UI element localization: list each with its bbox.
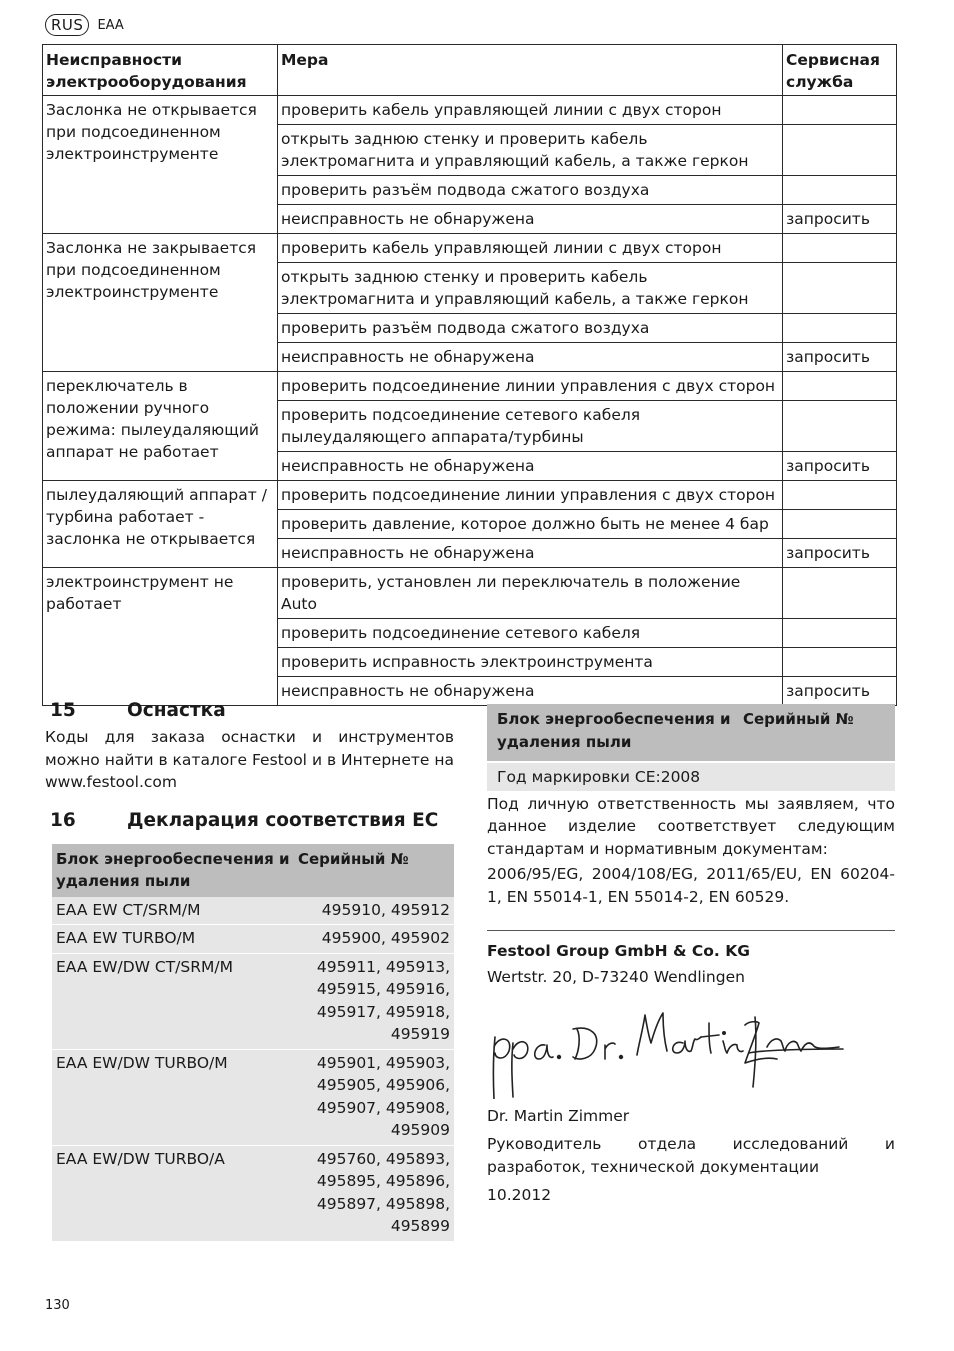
- unit-name-cell: EAA EW/DW TURBO/A: [52, 1145, 294, 1241]
- action-cell: проверить давление, которое должно быть не менее 4 бар: [278, 510, 783, 539]
- fault-cell: пылеудаляющий аппарат / турбина работает - заслонка не открывается: [43, 481, 278, 568]
- action-cell: неисправность не обнаружена: [278, 343, 783, 372]
- serial-line: 495895, 495896,: [316, 1172, 450, 1190]
- unit-name-cell: EAA EW/DW TURBO/M: [52, 1049, 294, 1145]
- serial-cell: [294, 953, 454, 1049]
- section-16-heading: [45, 808, 454, 834]
- action-cell: проверить, установлен ли переключатель в положение Auto: [278, 568, 783, 619]
- fault-cell: Заслонка не открывается при подсоединенном электроинструменте: [43, 96, 278, 234]
- section-16-title: Декларация соответствия ЕС: [127, 809, 439, 831]
- declaration-date: 10.2012: [487, 1186, 552, 1204]
- table-row: [43, 568, 897, 619]
- action-cell: проверить разъём подвода сжатого воздуха: [278, 314, 783, 343]
- serial-line: 495905, 495906,: [316, 1076, 450, 1094]
- left-column: [45, 698, 454, 1242]
- serial-line: 495760, 495893,: [316, 1149, 450, 1168]
- divider: [487, 930, 895, 931]
- header-fault: Неисправности электрооборудования: [43, 45, 278, 96]
- page-header: [45, 12, 124, 38]
- unit-name-cell: EAA EW CT/SRM/M: [52, 897, 294, 925]
- action-cell: проверить кабель управляющей линии с двух сторон: [278, 234, 783, 263]
- table-row: [43, 96, 897, 125]
- signature: [487, 1007, 895, 1099]
- serial-line: 495900, 495902: [321, 929, 450, 947]
- serial-cell: [294, 925, 454, 954]
- ce-year: Год маркировки CE:2008: [487, 763, 895, 791]
- ce-header-number: Серийный №: [743, 710, 854, 728]
- service-cell: [783, 568, 897, 619]
- service-cell: запросить: [783, 205, 897, 234]
- action-cell: открыть заднюю стенку и проверить кабель электромагнита и управляющий кабель, а также геркон: [278, 263, 783, 314]
- declaration-standards: 2006/95/EG, 2004/108/EG, 2011/65/EU, EN 60204-1, EN 55014-1, EN 55014-2, EN 60529.: [487, 865, 895, 906]
- serial-line: 495910, 495912: [321, 900, 450, 919]
- action-cell: проверить подсоединение линии управления с двух сторон: [278, 372, 783, 401]
- serial-number-table: [52, 844, 454, 1242]
- action-cell: неисправность не обнаружена: [278, 205, 783, 234]
- ce-box-header: [487, 704, 895, 761]
- section-16-number: 16: [50, 809, 76, 831]
- serial-line: 495911, 495913,: [316, 957, 450, 976]
- signature-image: [487, 1007, 847, 1099]
- unit-name-cell: EAA EW TURBO/M: [52, 925, 294, 954]
- header-service: Сервисная служба: [783, 45, 897, 96]
- serial-line: 495915, 495916,: [316, 980, 450, 998]
- table-row: [43, 372, 897, 401]
- serial-cell: [294, 1145, 454, 1241]
- service-cell: [783, 372, 897, 401]
- table-header-row: [43, 45, 897, 96]
- service-cell: [783, 481, 897, 510]
- table-row: [52, 1145, 454, 1241]
- fault-cell: электроинструмент не работает: [43, 568, 278, 706]
- section-15-heading: [45, 698, 454, 724]
- service-cell: запросить: [783, 343, 897, 372]
- header-action: Мера: [278, 45, 783, 96]
- action-cell: открыть заднюю стенку и проверить кабель электромагнита и управляющий кабель, а также геркон: [278, 125, 783, 176]
- table-row: [52, 1049, 454, 1145]
- serial-cell: [294, 897, 454, 925]
- serial-line: 495901, 495903,: [316, 1053, 450, 1072]
- service-cell: запросить: [783, 452, 897, 481]
- action-cell: неисправность не обнаружена: [278, 677, 783, 706]
- table-row: [43, 234, 897, 263]
- action-cell: проверить подсоединение сетевого кабеля пылеудаляющего аппарата/турбины: [278, 401, 783, 452]
- fault-cell: Заслонка не закрывается при подсоединенном электроинструменте: [43, 234, 278, 372]
- serial-header-row: [52, 844, 454, 897]
- action-cell: неисправность не обнаружена: [278, 539, 783, 568]
- service-cell: запросить: [783, 539, 897, 568]
- service-cell: [783, 510, 897, 539]
- serial-number-body: [52, 897, 454, 1242]
- action-cell: проверить разъём подвода сжатого воздуха: [278, 176, 783, 205]
- service-cell: [783, 176, 897, 205]
- serial-line: 495899: [390, 1217, 450, 1235]
- table-row: [43, 481, 897, 510]
- right-column: [487, 704, 895, 1207]
- troubleshooting-table: [42, 44, 897, 706]
- service-cell: [783, 314, 897, 343]
- action-cell: проверить исправность электроинструмента: [278, 648, 783, 677]
- section-15-number: 15: [50, 700, 76, 721]
- company-address: Wertstr. 20, D-73240 Wendlingen: [487, 968, 745, 986]
- page-number: 130: [45, 1298, 70, 1313]
- action-cell: неисправность не обнаружена: [278, 452, 783, 481]
- signer-name: Dr. Martin Zimmer: [487, 1106, 630, 1125]
- service-cell: [783, 96, 897, 125]
- fault-cell: переключатель в положении ручного режима: пылеудаляющий аппарат не работает: [43, 372, 278, 481]
- language-badge: RUS: [45, 14, 89, 36]
- table-row: [52, 953, 454, 1049]
- serial-line: 495907, 495908,: [316, 1098, 450, 1117]
- document-code: EAA: [97, 17, 124, 33]
- ce-box: [487, 704, 895, 791]
- service-cell: [783, 648, 897, 677]
- serial-line: 495919: [390, 1025, 450, 1043]
- table-row: [52, 897, 454, 925]
- serial-header-unit: Блок энергообеспечения и удаления пыли: [52, 844, 294, 897]
- service-cell: [783, 263, 897, 314]
- declaration-text: Под личную ответственность мы заявляем, что данное изделие соответствует следующим стандартам и нормативным документам:: [487, 794, 895, 858]
- action-cell: проверить подсоединение линии управления с двух сторон: [278, 481, 783, 510]
- service-cell: [783, 234, 897, 263]
- company-name: Festool Group GmbH & Co. KG: [487, 942, 750, 960]
- service-cell: [783, 125, 897, 176]
- serial-header-number: Серийный №: [294, 844, 454, 897]
- action-cell: проверить кабель управляющей линии с двух сторон: [278, 96, 783, 125]
- serial-line: 495917, 495918,: [316, 1002, 450, 1021]
- section-15-title: Оснастка: [127, 700, 226, 721]
- serial-cell: [294, 1049, 454, 1145]
- table-row: [52, 925, 454, 954]
- service-cell: запросить: [783, 677, 897, 706]
- serial-line: 495897, 495898,: [316, 1194, 450, 1213]
- service-cell: [783, 619, 897, 648]
- service-cell: [783, 401, 897, 452]
- unit-name-cell: EAA EW/DW CT/SRM/M: [52, 953, 294, 1049]
- troubleshooting-body: [43, 96, 897, 706]
- section-15-text: Коды для заказа оснастки и инструментов можно найти в каталоге Festool и в Интернете на www.festool.com: [45, 728, 454, 791]
- serial-line: 495909: [390, 1121, 450, 1139]
- signer-position: Руководитель отдела исследований и разработок, технической документации: [487, 1135, 895, 1176]
- action-cell: проверить подсоединение сетевого кабеля: [278, 619, 783, 648]
- ce-header-unit: Блок энергообеспечения и удаления пыли: [497, 710, 731, 751]
